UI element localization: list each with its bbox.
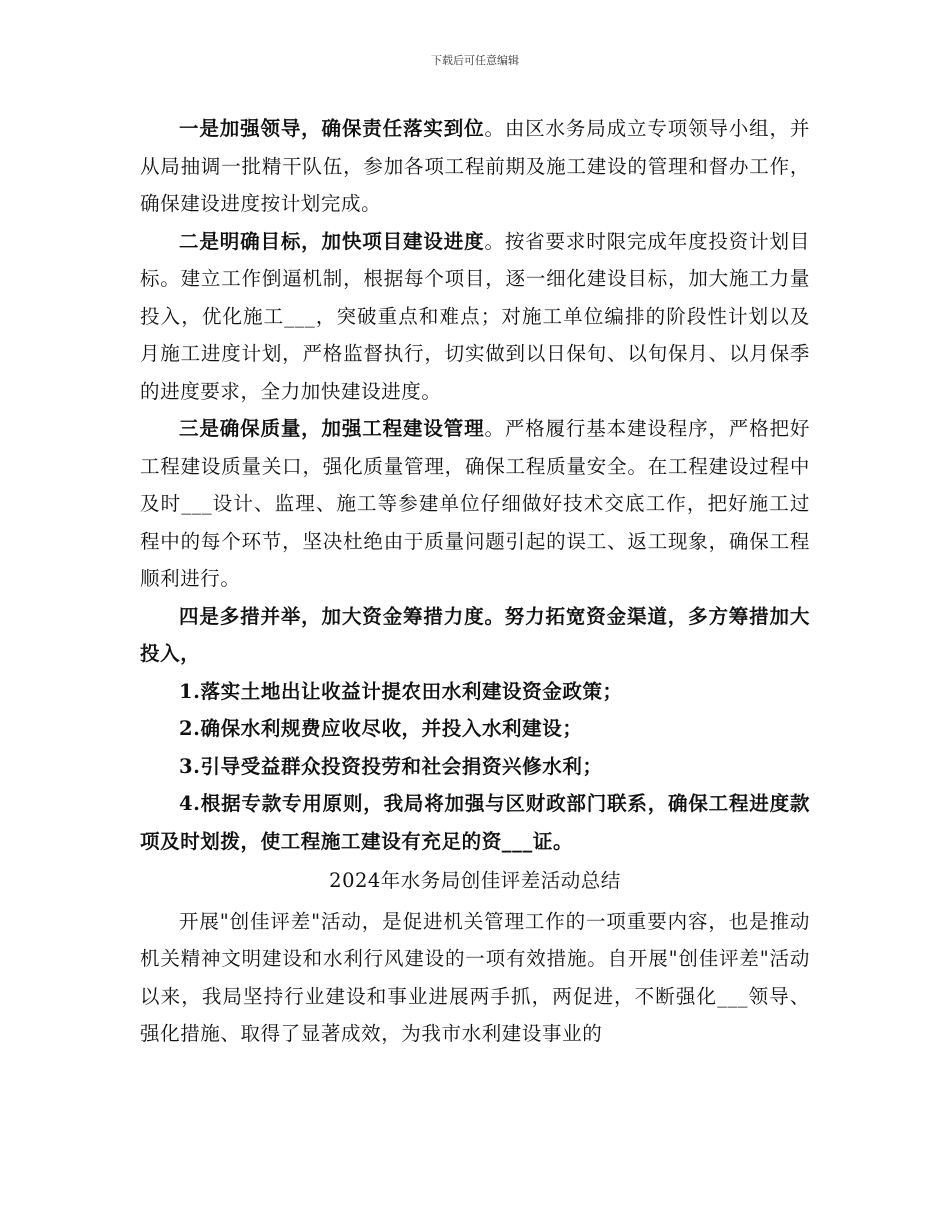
paragraph-text: 。严格履行基本建设程序，严格把好工程建设质量关口，强化质量管理，确保工程质量安全。在工程建设过程中及时___设计、监理、施工等参建单位仔细做好技术交底工作，把好施工过程中的每个环节，坚决杜绝由于质量问题引起的误工、返工现象，确保工程顺利进行。 <box>140 417 810 590</box>
paragraph-3 <box>140 410 810 598</box>
list-item: 2.确保水利规费应收尽收，并投入水利建设； <box>179 717 583 740</box>
paragraph-text: 。按省要求时限完成年度投资计划目标。建立工作倒逼机制，根据每个项目，逐一细化建设目标，加大施工力量投入，优化施工___，突破重点和难点；对施工单位编排的阶段性计划以及月施工进度计划，严格监督执行，切实做到以日保旬、以旬保月、以月保季的进度要求，全力加快建设进度。 <box>140 229 810 403</box>
page-header: 下载后可任意编辑 <box>431 54 519 67</box>
paragraph-text: 。由区水务局成立专项领导小组，并从局抽调一批精干队伍，参加各项工程前期及施工建设的管理和督办工作，确保建设进度按计划完成。 <box>140 117 810 215</box>
list-item: 4.根据专款专用原则，我局将加强与区财政部门联系，确保工程进度款项及时划拨，使工程施工建设有充足的资___证。 <box>140 792 810 853</box>
document-body <box>140 110 810 1053</box>
section-title: 2024年水务局创佳评差活动总结 <box>329 869 621 892</box>
paragraph-lead: 三是确保质量，加强工程建设管理 <box>179 417 485 440</box>
paragraph-1 <box>140 110 810 223</box>
paragraph-2 <box>140 223 810 411</box>
paragraph-4: 四是多措并举，加大资金筹措力度。努力拓宽资金渠道，多方筹措加大投入， <box>140 604 810 665</box>
paragraph-lead: 二是明确目标，加快项目建设进度 <box>179 229 485 253</box>
paragraph-final: 开展"创佳评差"活动，是促进机关管理工作的一项重要内容，也是推动机关精神文明建设和水利行风建设的一项有效措施。自开展"创佳评差"活动以来，我局坚持行业建设和事业进展两手抓，两促进，不断强化___领导、强化措施、取得了显著成效，为我市水利建设事业的 <box>140 909 810 1045</box>
list-item: 1.落实土地出让收益计提农田水利建设资金政策； <box>179 679 623 703</box>
list-item: 3.引导受益群众投资投劳和社会捐资兴修水利； <box>179 754 603 778</box>
paragraph-lead: 一是加强领导，确保责任落实到位 <box>179 117 485 140</box>
